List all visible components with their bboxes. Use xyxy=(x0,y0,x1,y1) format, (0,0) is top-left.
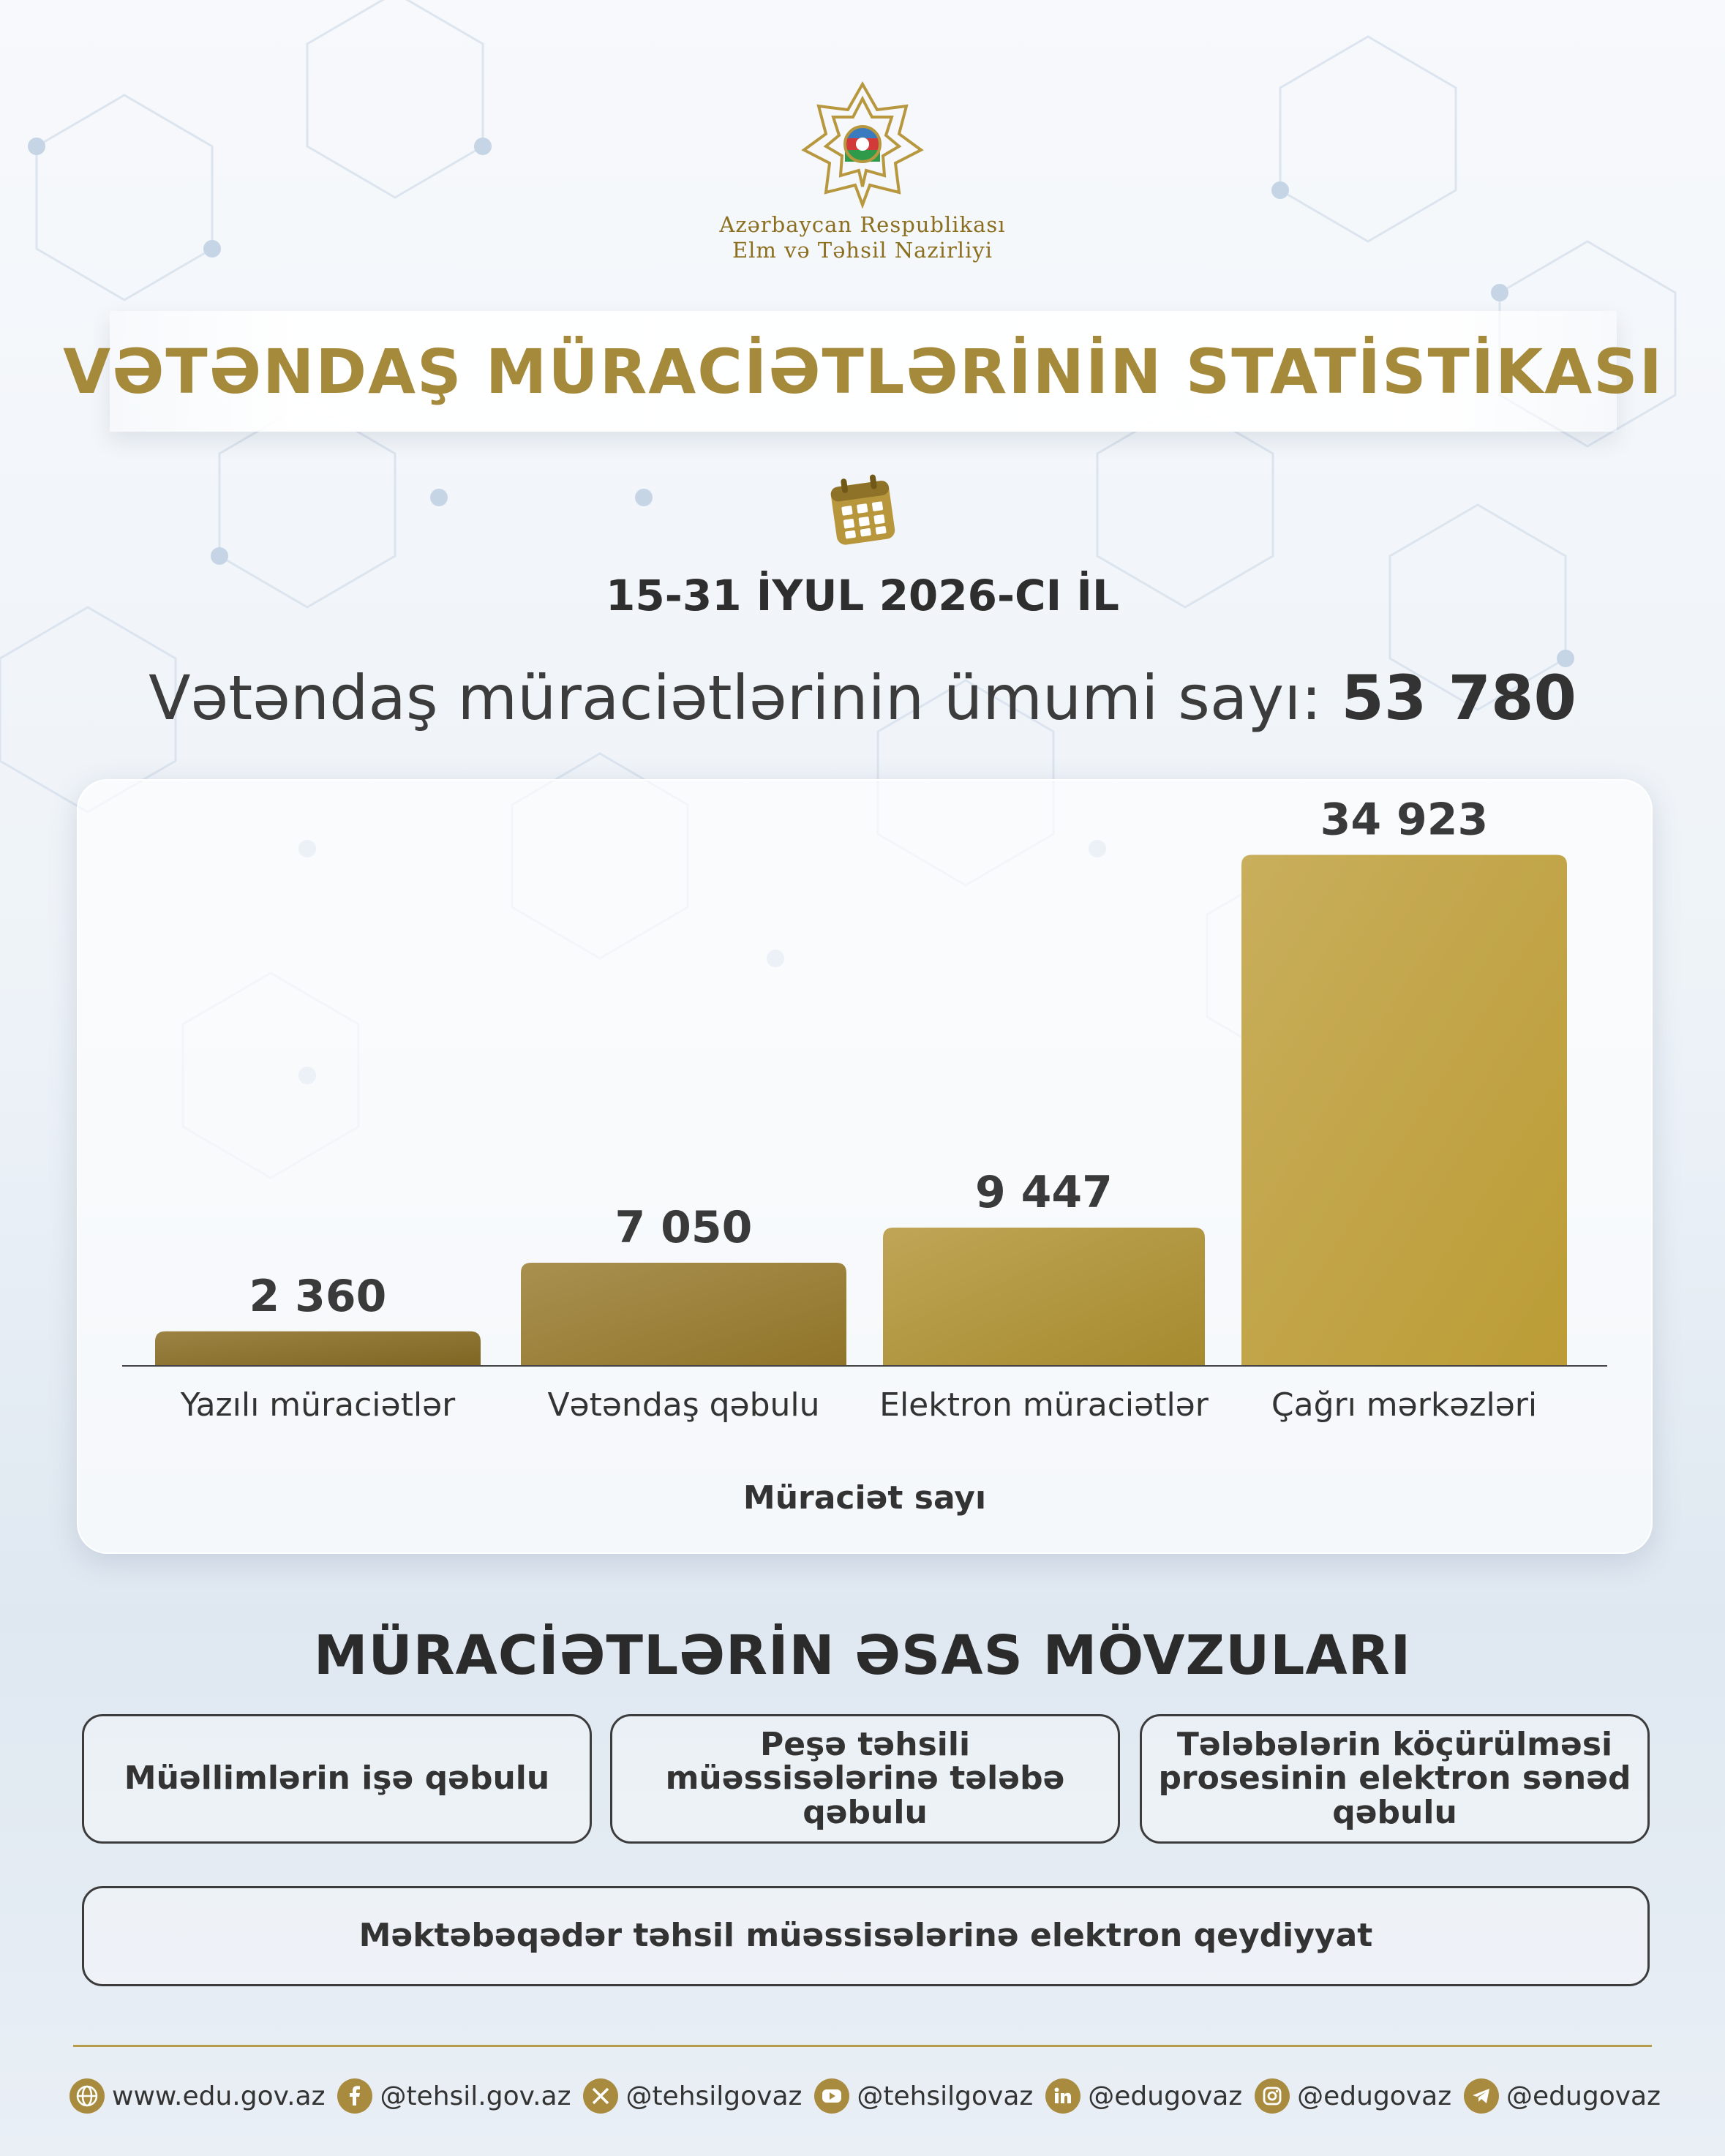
facebook-icon xyxy=(337,2078,372,2114)
category-label: Yazılı müraciətlər xyxy=(180,1386,456,1424)
x-link[interactable] xyxy=(583,2078,802,2114)
linkedin-icon xyxy=(1045,2078,1081,2114)
bar-value-label: 7 050 xyxy=(615,1202,753,1253)
ministry-name-line1: Azərbaycan Respublikası xyxy=(719,212,1006,237)
category-label: Elektron müraciətlər xyxy=(879,1386,1209,1424)
category-label: Çağrı mərkəzləri xyxy=(1271,1386,1538,1424)
linkedin-label: @edugovaz xyxy=(1088,2081,1243,2111)
globe-icon xyxy=(69,2078,105,2114)
total-requests xyxy=(146,662,1579,734)
category-label: Vətəndaş qəbulu xyxy=(547,1386,820,1424)
topic-card: Peşə təhsili müəssisələrinə tələbə qəbulu xyxy=(610,1714,1120,1844)
chart-card xyxy=(77,779,1653,1554)
topic-card: Məktəbəqədər təhsil müəssisələrinə elektron qeydiyyat xyxy=(82,1886,1650,1986)
bar-4 xyxy=(1241,855,1567,1366)
bar-3 xyxy=(883,1228,1205,1366)
x-axis-title: Müraciət sayı xyxy=(743,1479,987,1517)
calendar-icon xyxy=(827,472,898,548)
x-icon xyxy=(583,2078,618,2114)
instagram-link[interactable] xyxy=(1255,2078,1451,2114)
bar-2 xyxy=(521,1263,846,1366)
ministry-name-line2: Elm və Təhsil Nazirliyi xyxy=(732,238,993,263)
bar-chart xyxy=(78,781,1651,1552)
instagram-label: @edugovaz xyxy=(1297,2081,1452,2111)
linkedin-link[interactable] xyxy=(1045,2078,1242,2114)
topics-title: MÜRACİƏTLƏRİN ƏSAS MÖVZULARI xyxy=(313,1624,1412,1687)
total-value: 53 780 xyxy=(1341,662,1576,734)
page-title: VƏTƏNDAŞ MÜRACİƏTLƏRİNİN STATİSTİKASI xyxy=(63,335,1664,407)
footer-divider xyxy=(73,2045,1652,2047)
topic-card: Müəllimlərin işə qəbulu xyxy=(82,1714,592,1844)
bar-1 xyxy=(155,1331,481,1366)
ministry-emblem-icon xyxy=(797,77,928,209)
title-banner xyxy=(63,311,1664,432)
telegram-icon xyxy=(1464,2078,1499,2114)
youtube-link[interactable] xyxy=(814,2078,1033,2114)
footer-social-links xyxy=(69,2070,1661,2122)
bar-value-label: 34 923 xyxy=(1320,794,1489,846)
x-label: @tehsilgovaz xyxy=(625,2081,803,2111)
facebook-link[interactable] xyxy=(337,2078,571,2114)
website-link[interactable] xyxy=(69,2078,326,2114)
topic-card: Tələbələrin köçürülməsi prosesinin elektron sənəd qəbulu xyxy=(1140,1714,1650,1844)
telegram-link[interactable] xyxy=(1464,2078,1661,2114)
facebook-label: @tehsil.gov.az xyxy=(380,2081,571,2111)
youtube-icon xyxy=(814,2078,849,2114)
reporting-period: 15-31 İYUL 2026-CI İL xyxy=(606,571,1119,620)
website-label: www.edu.gov.az xyxy=(112,2081,326,2111)
bar-value-label: 9 447 xyxy=(975,1167,1113,1219)
youtube-label: @tehsilgovaz xyxy=(857,2081,1034,2111)
instagram-icon xyxy=(1255,2078,1290,2114)
telegram-label: @edugovaz xyxy=(1506,2081,1661,2111)
total-label: Vətəndaş müraciətlərinin ümumi sayı: xyxy=(149,662,1322,734)
bar-value-label: 2 360 xyxy=(249,1270,387,1322)
